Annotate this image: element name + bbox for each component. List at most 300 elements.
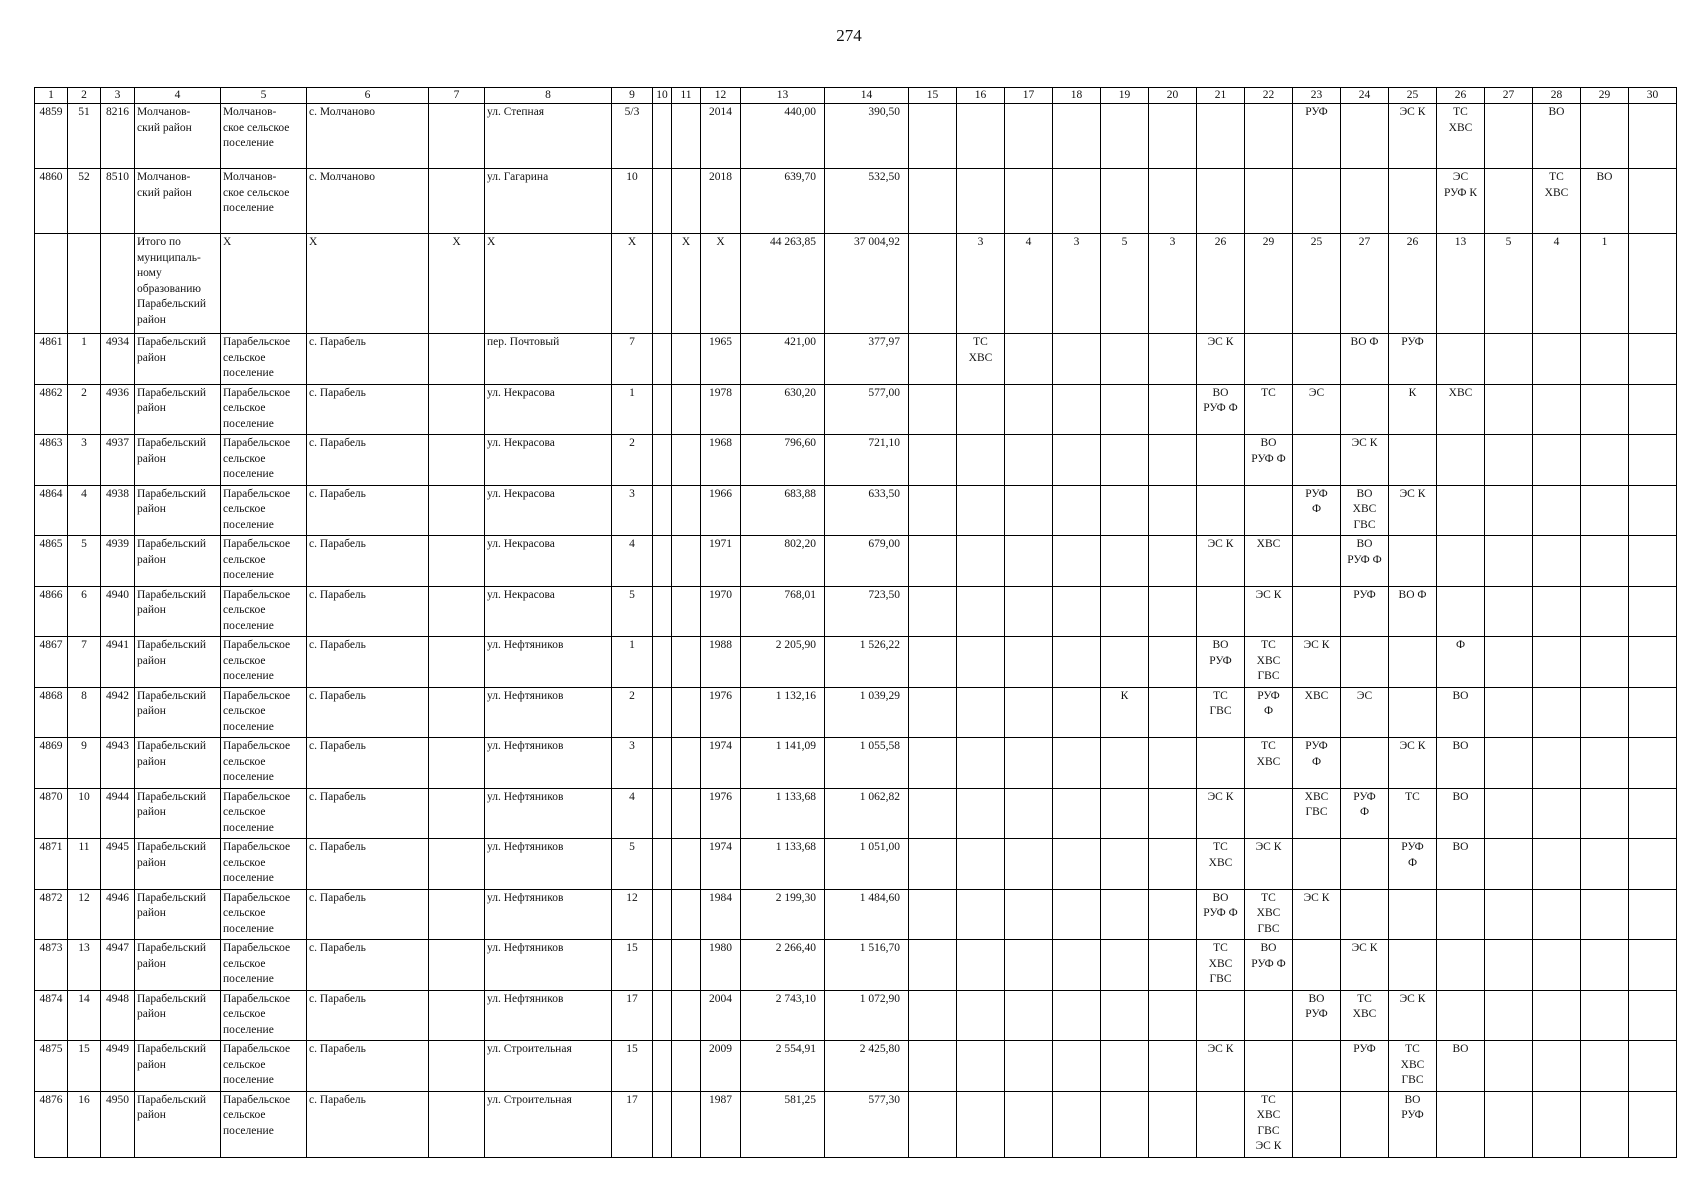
cell-col-7: Х [429,234,485,334]
cell-col-6: с. Парабель [307,485,429,536]
cell-col-30 [1629,738,1677,789]
cell-col-21: 26 [1197,234,1245,334]
column-header-21: 21 [1197,88,1245,104]
cell-col-15 [909,586,957,637]
column-header-3: 3 [101,88,135,104]
cell-col-2: 13 [68,940,101,991]
cell-col-5: Парабельское сельское поселение [221,536,307,587]
cell-col-11 [672,485,701,536]
cell-col-16 [957,536,1005,587]
cell-col-5: Парабельское сельское поселение [221,637,307,688]
cell-col-10 [653,738,672,789]
cell-col-9: 3 [612,485,653,536]
cell-col-19 [1101,384,1149,435]
cell-col-29 [1581,889,1629,940]
column-header-28: 28 [1533,88,1581,104]
cell-col-13: 421,00 [741,334,825,385]
cell-col-18 [1053,334,1101,385]
cell-col-30 [1629,788,1677,839]
cell-col-12: 1976 [701,687,741,738]
cell-col-19 [1101,536,1149,587]
cell-col-13: 796,60 [741,435,825,486]
cell-col-1: 4868 [35,687,68,738]
cell-col-2: 5 [68,536,101,587]
cell-col-24 [1341,889,1389,940]
cell-col-16 [957,839,1005,890]
cell-col-14: 1 516,70 [825,940,909,991]
cell-col-29 [1581,586,1629,637]
column-header-9: 9 [612,88,653,104]
cell-col-14: 1 526,22 [825,637,909,688]
cell-col-12: 1978 [701,384,741,435]
cell-col-24: ВО ХВС ГВС [1341,485,1389,536]
cell-col-13: 1 133,68 [741,839,825,890]
cell-col-27 [1485,839,1533,890]
cell-col-2 [68,234,101,334]
cell-col-27: 5 [1485,234,1533,334]
cell-col-20 [1149,687,1197,738]
cell-col-30 [1629,889,1677,940]
cell-col-29 [1581,334,1629,385]
cell-col-3: 4945 [101,839,135,890]
cell-col-26 [1437,586,1485,637]
cell-col-1: 4872 [35,889,68,940]
cell-col-10 [653,536,672,587]
cell-col-14: 633,50 [825,485,909,536]
cell-col-10 [653,334,672,385]
cell-col-30 [1629,384,1677,435]
cell-col-7 [429,687,485,738]
cell-col-15 [909,169,957,234]
cell-col-20 [1149,435,1197,486]
cell-col-16 [957,169,1005,234]
cell-col-26 [1437,485,1485,536]
cell-col-12: 1974 [701,839,741,890]
cell-col-1: 4862 [35,384,68,435]
cell-col-4: Парабельский район [135,637,221,688]
cell-col-11 [672,586,701,637]
cell-col-26: ЭС РУФ К [1437,169,1485,234]
cell-col-8: ул. Нефтяников [485,889,612,940]
cell-col-19 [1101,738,1149,789]
table-row [35,1041,1677,1092]
table-row [35,104,1677,169]
cell-col-8: ул. Нефтяников [485,687,612,738]
cell-col-8: ул. Нефтяников [485,940,612,991]
table-row [35,687,1677,738]
cell-col-14: 1 484,60 [825,889,909,940]
cell-col-7 [429,940,485,991]
cell-col-14: 1 055,58 [825,738,909,789]
cell-col-19 [1101,940,1149,991]
cell-col-29: 1 [1581,234,1629,334]
cell-col-11 [672,940,701,991]
cell-col-20 [1149,839,1197,890]
cell-col-20 [1149,1091,1197,1157]
cell-col-28 [1533,384,1581,435]
cell-col-10 [653,1091,672,1157]
column-header-7: 7 [429,88,485,104]
cell-col-12: 1980 [701,940,741,991]
cell-col-21: ВО РУФ [1197,637,1245,688]
cell-col-12: 1968 [701,435,741,486]
cell-col-6: с. Парабель [307,940,429,991]
cell-col-11 [672,1041,701,1092]
cell-col-10 [653,637,672,688]
cell-col-3: 4937 [101,435,135,486]
cell-col-11 [672,1091,701,1157]
cell-col-7 [429,637,485,688]
cell-col-22 [1245,169,1293,234]
cell-col-11: Х [672,234,701,334]
cell-col-28 [1533,889,1581,940]
column-header-12: 12 [701,88,741,104]
cell-col-4: Парабельский район [135,990,221,1041]
cell-col-27 [1485,738,1533,789]
cell-col-13: 2 205,90 [741,637,825,688]
cell-col-28 [1533,536,1581,587]
cell-col-9: 10 [612,169,653,234]
cell-col-25: ЭС К [1389,990,1437,1041]
cell-col-18 [1053,990,1101,1041]
cell-col-26 [1437,334,1485,385]
column-header-1: 1 [35,88,68,104]
cell-col-6: с. Парабель [307,334,429,385]
cell-col-15 [909,788,957,839]
cell-col-8: ул. Нефтяников [485,738,612,789]
table-row [35,586,1677,637]
cell-col-29 [1581,839,1629,890]
cell-col-4: Парабельский район [135,788,221,839]
cell-col-18 [1053,169,1101,234]
cell-col-29 [1581,104,1629,169]
cell-col-16 [957,586,1005,637]
cell-col-24 [1341,104,1389,169]
cell-col-29 [1581,637,1629,688]
cell-col-17 [1005,485,1053,536]
cell-col-5: Парабельское сельское поселение [221,334,307,385]
cell-col-18 [1053,435,1101,486]
cell-col-6: с. Парабель [307,536,429,587]
column-header-14: 14 [825,88,909,104]
cell-col-12: 1988 [701,637,741,688]
cell-col-18 [1053,889,1101,940]
cell-col-17 [1005,536,1053,587]
cell-col-7 [429,586,485,637]
cell-col-6: Х [307,234,429,334]
cell-col-14: 723,50 [825,586,909,637]
cell-col-29 [1581,435,1629,486]
cell-col-19 [1101,1041,1149,1092]
cell-col-22: ВО РУФ Ф [1245,435,1293,486]
cell-col-25 [1389,169,1437,234]
cell-col-10 [653,586,672,637]
cell-col-25 [1389,536,1437,587]
cell-col-13: 683,88 [741,485,825,536]
cell-col-11 [672,687,701,738]
cell-col-7 [429,435,485,486]
column-header-23: 23 [1293,88,1341,104]
cell-col-9: 12 [612,889,653,940]
cell-col-5: Парабельское сельское поселение [221,384,307,435]
cell-col-5: Парабельское сельское поселение [221,889,307,940]
cell-col-23 [1293,1091,1341,1157]
cell-col-21: ЭС К [1197,536,1245,587]
cell-col-27 [1485,1041,1533,1092]
cell-col-14: 1 039,29 [825,687,909,738]
cell-col-23 [1293,435,1341,486]
cell-col-12: 2004 [701,990,741,1041]
cell-col-15 [909,485,957,536]
cell-col-17 [1005,334,1053,385]
cell-col-8: ул. Нефтяников [485,990,612,1041]
cell-col-17 [1005,990,1053,1041]
cell-col-12: 1987 [701,1091,741,1157]
cell-col-15 [909,889,957,940]
cell-col-19 [1101,839,1149,890]
cell-col-30 [1629,940,1677,991]
cell-col-5: Парабельское сельское поселение [221,990,307,1041]
cell-col-23 [1293,536,1341,587]
cell-col-25: 26 [1389,234,1437,334]
cell-col-9: 2 [612,687,653,738]
cell-col-13: 44 263,85 [741,234,825,334]
cell-col-19 [1101,889,1149,940]
table-row [35,788,1677,839]
cell-col-18 [1053,384,1101,435]
column-header-11: 11 [672,88,701,104]
cell-col-1: 4871 [35,839,68,890]
cell-col-30 [1629,1041,1677,1092]
cell-col-24 [1341,384,1389,435]
cell-col-10 [653,169,672,234]
cell-col-7 [429,334,485,385]
cell-col-30 [1629,839,1677,890]
cell-col-13: 1 133,68 [741,788,825,839]
cell-col-25: РУФ Ф [1389,839,1437,890]
cell-col-5: Парабельское сельское поселение [221,1091,307,1157]
cell-col-10 [653,687,672,738]
cell-col-11 [672,637,701,688]
cell-col-5: Молчанов- ское сельское поселение [221,169,307,234]
table-row [35,334,1677,385]
cell-col-19 [1101,169,1149,234]
cell-col-16 [957,1091,1005,1157]
cell-col-28 [1533,1041,1581,1092]
cell-col-20 [1149,169,1197,234]
cell-col-17 [1005,940,1053,991]
cell-col-17 [1005,586,1053,637]
cell-col-4: Парабельский район [135,1091,221,1157]
cell-col-16 [957,687,1005,738]
cell-col-16 [957,738,1005,789]
cell-col-26: ВО [1437,687,1485,738]
cell-col-12: 1970 [701,586,741,637]
cell-col-22: ЭС К [1245,839,1293,890]
cell-col-2: 10 [68,788,101,839]
cell-col-29 [1581,788,1629,839]
table-row [35,990,1677,1041]
cell-col-21 [1197,738,1245,789]
cell-col-21: ТС ГВС [1197,687,1245,738]
cell-col-3: 4950 [101,1091,135,1157]
cell-col-2: 1 [68,334,101,385]
cell-col-25: РУФ [1389,334,1437,385]
cell-col-7 [429,990,485,1041]
cell-col-10 [653,435,672,486]
cell-col-5: Х [221,234,307,334]
cell-col-24: ЭС К [1341,435,1389,486]
cell-col-19 [1101,637,1149,688]
cell-col-8: ул. Строительная [485,1041,612,1092]
column-header-26: 26 [1437,88,1485,104]
cell-col-19 [1101,334,1149,385]
cell-col-4: Парабельский район [135,536,221,587]
cell-col-25 [1389,889,1437,940]
cell-col-28 [1533,788,1581,839]
column-header-4: 4 [135,88,221,104]
cell-col-11 [672,384,701,435]
column-number-header [35,88,1677,104]
cell-col-27 [1485,485,1533,536]
cell-col-24: РУФ Ф [1341,788,1389,839]
cell-col-3: 4946 [101,889,135,940]
cell-col-1: 4874 [35,990,68,1041]
cell-col-16 [957,940,1005,991]
cell-col-23 [1293,586,1341,637]
cell-col-11 [672,334,701,385]
cell-col-24 [1341,169,1389,234]
cell-col-21 [1197,485,1245,536]
cell-col-23 [1293,334,1341,385]
cell-col-16: 3 [957,234,1005,334]
cell-col-22: ТС ХВС ГВС ЭС К [1245,1091,1293,1157]
cell-col-20 [1149,384,1197,435]
cell-col-5: Парабельское сельское поселение [221,839,307,890]
cell-col-23: ХВС ГВС [1293,788,1341,839]
cell-col-2: 14 [68,990,101,1041]
cell-col-7 [429,889,485,940]
cell-col-19 [1101,990,1149,1041]
cell-col-3: 4938 [101,485,135,536]
cell-col-3: 4934 [101,334,135,385]
cell-col-21 [1197,990,1245,1041]
cell-col-30 [1629,104,1677,169]
cell-col-1: 4869 [35,738,68,789]
cell-col-4: Молчанов- ский район [135,104,221,169]
cell-col-18 [1053,536,1101,587]
cell-col-20 [1149,586,1197,637]
cell-col-6: с. Парабель [307,586,429,637]
cell-col-3 [101,234,135,334]
cell-col-9: 17 [612,1091,653,1157]
cell-col-22: ТС ХВС [1245,738,1293,789]
cell-col-7 [429,384,485,435]
cell-col-3: 4947 [101,940,135,991]
column-header-16: 16 [957,88,1005,104]
cell-col-15 [909,1091,957,1157]
cell-col-7 [429,104,485,169]
cell-col-23 [1293,169,1341,234]
cell-col-1: 4865 [35,536,68,587]
cell-col-14: 532,50 [825,169,909,234]
cell-col-13: 768,01 [741,586,825,637]
cell-col-11 [672,889,701,940]
table-row [35,940,1677,991]
register-table [34,87,1677,1158]
cell-col-5: Парабельское сельское поселение [221,738,307,789]
table-row [35,839,1677,890]
cell-col-26 [1437,1091,1485,1157]
cell-col-21 [1197,435,1245,486]
cell-col-17 [1005,889,1053,940]
cell-col-6: с. Парабель [307,637,429,688]
cell-col-23: РУФ Ф [1293,738,1341,789]
cell-col-21: ВО РУФ Ф [1197,384,1245,435]
cell-col-14: 679,00 [825,536,909,587]
cell-col-23: РУФ [1293,104,1341,169]
cell-col-25 [1389,637,1437,688]
cell-col-20 [1149,788,1197,839]
cell-col-5: Парабельское сельское поселение [221,435,307,486]
cell-col-4: Парабельский район [135,940,221,991]
cell-col-3: 4942 [101,687,135,738]
cell-col-28 [1533,687,1581,738]
cell-col-12: 1976 [701,788,741,839]
table-row [35,889,1677,940]
column-header-10: 10 [653,88,672,104]
cell-col-3: 4948 [101,990,135,1041]
cell-col-16 [957,104,1005,169]
cell-col-21: ТС ХВС [1197,839,1245,890]
cell-col-23: ЭС К [1293,637,1341,688]
cell-col-9: 4 [612,788,653,839]
column-header-24: 24 [1341,88,1389,104]
cell-col-10 [653,990,672,1041]
cell-col-15 [909,435,957,486]
cell-col-22 [1245,104,1293,169]
cell-col-5: Парабельское сельское поселение [221,940,307,991]
cell-col-25 [1389,687,1437,738]
table-row [35,384,1677,435]
column-header-25: 25 [1389,88,1437,104]
cell-col-18 [1053,788,1101,839]
cell-col-19 [1101,1091,1149,1157]
cell-col-16 [957,384,1005,435]
cell-col-3: 8510 [101,169,135,234]
cell-col-27 [1485,169,1533,234]
cell-col-9: 7 [612,334,653,385]
cell-col-9: 1 [612,637,653,688]
cell-col-3: 4949 [101,1041,135,1092]
cell-col-17 [1005,384,1053,435]
cell-col-12: 1965 [701,334,741,385]
cell-col-1: 4863 [35,435,68,486]
cell-col-3: 4944 [101,788,135,839]
cell-col-22: ТС ХВС ГВС [1245,889,1293,940]
cell-col-28: ВО [1533,104,1581,169]
cell-col-5: Парабельское сельское поселение [221,485,307,536]
cell-col-8: Х [485,234,612,334]
table-row [35,637,1677,688]
cell-col-23 [1293,1041,1341,1092]
cell-col-25: ТС [1389,788,1437,839]
cell-col-27 [1485,788,1533,839]
cell-col-7 [429,788,485,839]
cell-col-17 [1005,435,1053,486]
table-row [35,169,1677,234]
cell-col-16 [957,889,1005,940]
